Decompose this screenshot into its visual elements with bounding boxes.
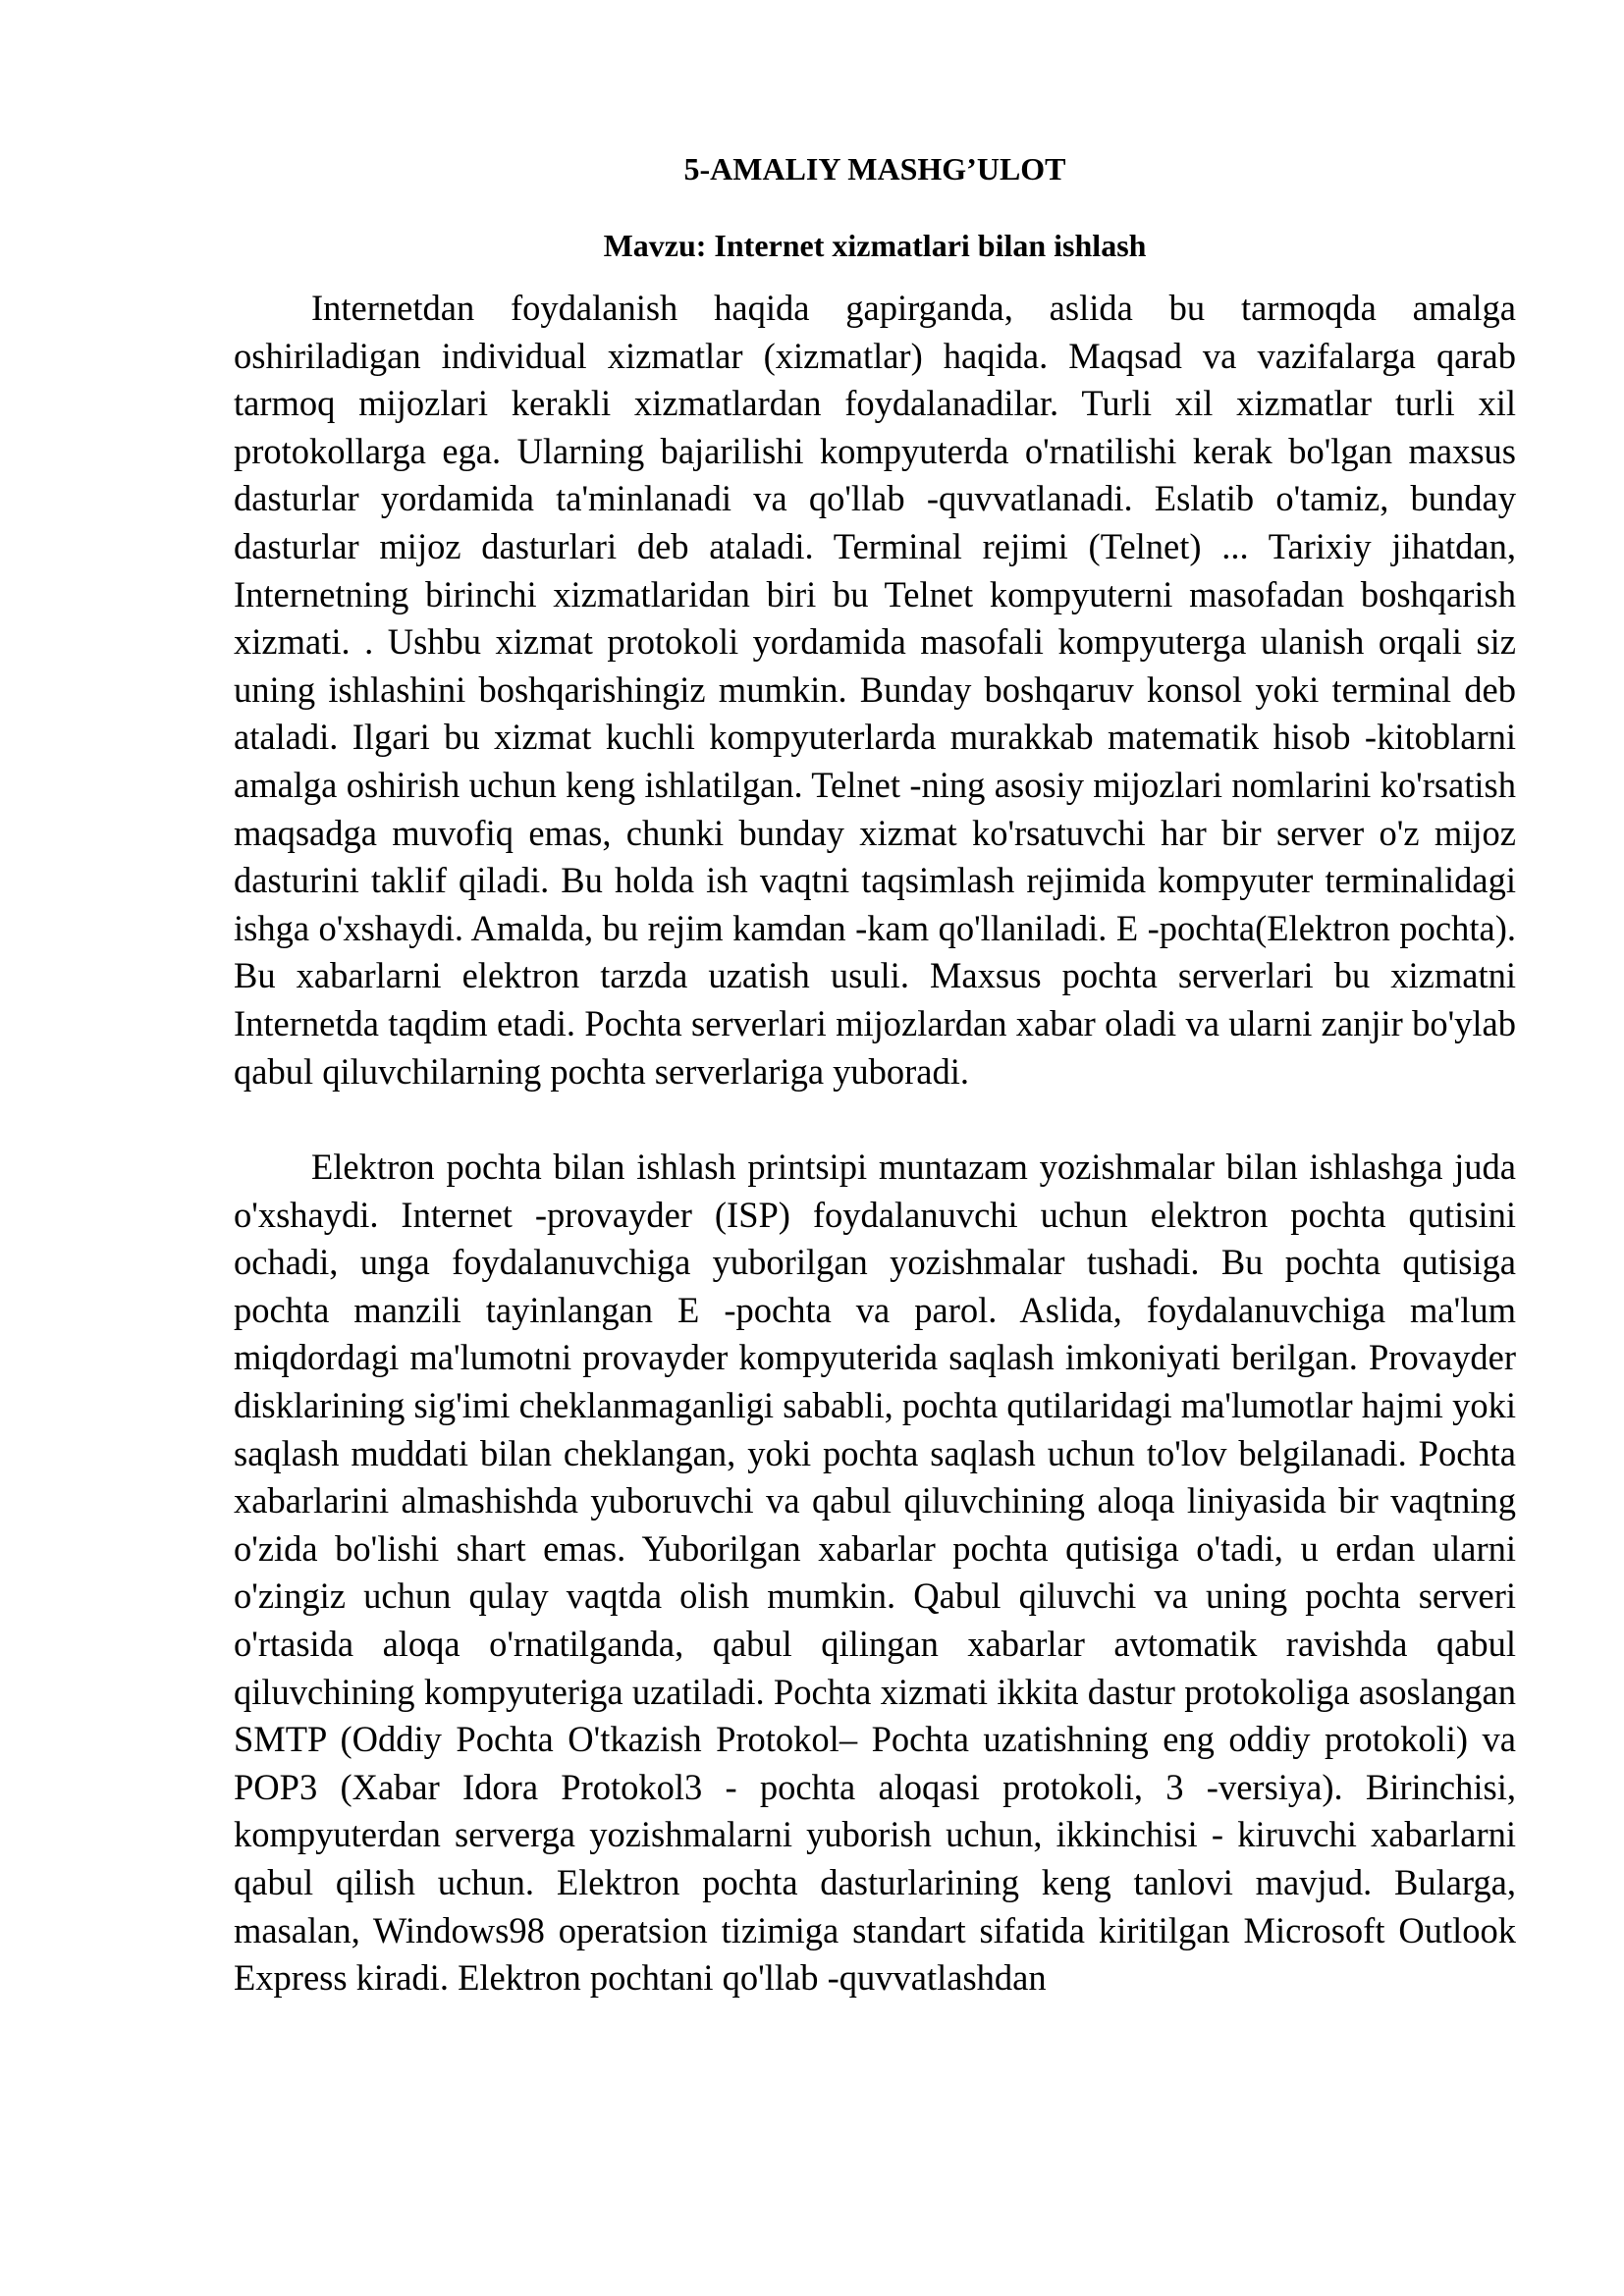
document-subtitle: Mavzu: Internet xizmatlari bilan ishlash	[603, 228, 1147, 263]
document-title: 5-AMALIY MASHG’ULOT	[683, 151, 1066, 187]
paragraph-1: Internetdan foydalanish haqida gapirganda, aslida bu tarmoqda amalga oshiriladigan individual xizmatlar (xizmatlar) haqida. Maqsad va vazifalarga qarab tarmoq mijozlari kerakli xizmatlardan foydalanadilar. Turli xil xizmatlar turli xil protokollarga ega. Ularning bajarilishi kompyuterda o'rnatilishi kerak bo'lgan maxsus dasturlar yordamida ta'minlanadi va qo'llab -quvvatlanadi. Eslatib o'tamiz, bunday dasturlar mijoz dasturlari deb ataladi. Terminal rejimi (Telnet) ... Tarixiy jihatdan, Internetning birinchi xizmatlaridan biri bu Telnet kompyuterni masofadan boshqarish xizmati. . Ushbu xizmat protokoli yordamida masofali kompyuterga ulanish orqali siz uning ishlashini boshqarishingiz mumkin. Bunday boshqaruv konsol yoki terminal deb ataladi. Ilgari bu xizmat kuchli kompyuterlarda murakkab matematik hisob -kitoblarni amalga oshirish uchun keng ishlatilgan. Telnet -ning asosiy mijozlari nomlarini ko'rsatish maqsadga muvofiq emas, chunki bunday xizmat ko'rsatuvchi har bir server o'z mijoz dasturini taklif qiladi. Bu holda ish vaqtni taqsimlash rejimida kompyuter terminalidagi ishga o'xshaydi. Amalda, bu rejim kamdan -kam qo'llaniladi. E -pochta(Elektron pochta). Bu xabarlarni elektron tarzda uzatish usuli. Maxsus pochta serverlari bu xizmatni Internetda taqdim etadi. Pochta serverlari mijozlardan xabar oladi va ularni zanjir bo'ylab qabul qiluvchilarning pochta serverlariga yuboradi.	[234, 288, 1516, 1092]
document-body	[234, 149, 1516, 2002]
paragraph-2: Elektron pochta bilan ishlash printsipi muntazam yozishmalar bilan ishlashga juda o'xshaydi. Internet -provayder (ISP) foydalanuvchi uchun elektron pochta qutisini ochadi, unga foydalanuvchiga yuborilgan yozishmalar tushadi. Bu pochta qutisiga pochta manzili tayinlangan E -pochta va parol. Aslida, foydalanuvchiga ma'lum miqdordagi ma'lumotni provayder kompyuterida saqlash imkoniyati berilgan. Provayder disklarining sig'imi cheklanmaganligi sababli, pochta qutilaridagi ma'lumotlar hajmi yoki saqlash muddati bilan cheklangan, yoki pochta saqlash uchun to'lov belgilanadi. Pochta xabarlarini almashishda yuboruvchi va qabul qiluvchining aloqa liniyasida bir vaqtning o'zida bo'lishi shart emas. Yuborilgan xabarlar pochta qutisiga o'tadi, u erdan ularni o'zingiz uchun qulay vaqtda olish mumkin. Qabul qiluvchi va uning pochta serveri o'rtasida aloqa o'rnatilganda, qabul qilingan xabarlar avtomatik ravishda qabul qiluvchining kompyuteriga uzatiladi. Pochta xizmati ikkita dastur protokoliga asoslangan SMTP (Oddiy Pochta O'tkazish Protokol– Pochta uzatishning eng oddiy protokoli) va POP3 (Xabar Idora Protokol3 - pochta aloqasi protokoli, 3 -versiya). Birinchisi, kompyuterdan serverga yozishmalarni yuborish uchun, ikkinchisi - kiruvchi xabarlarni qabul qilish uchun. Elektron pochta dasturlarining keng tanlovi mavjud. Bularga, masalan, Windows98 operatsion tizimiga standart sifatida kiritilgan Microsoft Outlook Express kiradi. Elektron pochtani qo'llab -quvvatlashdan	[234, 1147, 1516, 1999]
